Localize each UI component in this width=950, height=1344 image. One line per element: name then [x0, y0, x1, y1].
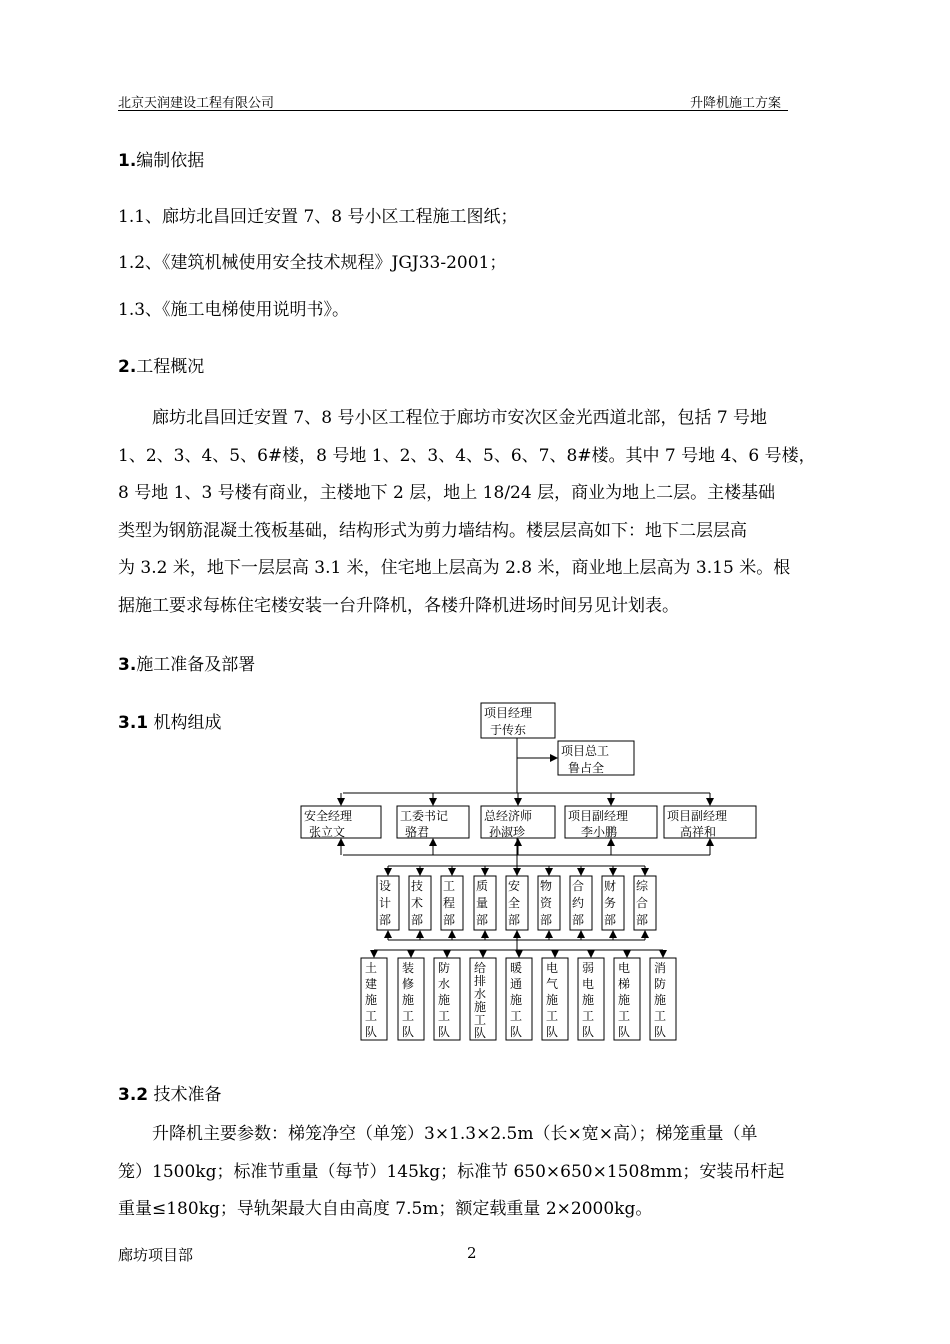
org-box-label: 物资部 [540, 879, 553, 927]
org-box-line: 工委书记 [400, 809, 449, 823]
section-1-heading: 1.编制依据 [118, 151, 205, 171]
paragraph-line: 笼）1500kg；标准节重量（每节）145kg；标准节 650×650×1508mm；安装吊杆起 [118, 1161, 785, 1182]
footer-department: 廊坊项目部 [118, 1246, 194, 1264]
section-1-item-3: 1.3、《施工电梯使用说明书》。 [118, 300, 350, 320]
org-box-manager [301, 806, 381, 839]
org-box-label: 质量部 [476, 879, 489, 927]
org-box-label: 合约部 [572, 879, 585, 927]
org-box-manager [565, 806, 657, 839]
org-department-row [377, 876, 656, 930]
section-3-1-heading: 3.1 机构组成 [118, 713, 222, 733]
header-doc-title: 升降机施工方案 [690, 96, 782, 111]
org-box-manager [664, 806, 756, 839]
section-3-2-paragraph [118, 1116, 834, 1229]
org-box-team [542, 958, 568, 1040]
org-box-label: 工程部 [443, 879, 456, 927]
org-box-label: 弱电施工队 [582, 961, 595, 1039]
org-box-label: 装修施工队 [402, 961, 415, 1039]
org-box-label: 给排水施工队 [474, 961, 487, 1040]
org-box-department [506, 876, 528, 930]
org-box-label: 综合部 [636, 879, 649, 927]
org-box-department [474, 876, 496, 930]
org-box-manager [481, 806, 555, 839]
org-team-row [361, 958, 676, 1040]
org-manager-row [301, 806, 756, 839]
org-box-label: 设计部 [379, 879, 392, 927]
org-box-manager [397, 806, 469, 839]
paragraph-line: 升降机主要参数：梯笼净空（单笼）3×1.3×2.5m（长×宽×高）；梯笼重量（单 [118, 1124, 758, 1144]
org-box-department [570, 876, 592, 930]
org-box-line: 项目副经理 [667, 809, 728, 823]
section-3-heading: 3.施工准备及部署 [118, 655, 256, 675]
org-box-label: 防水施工队 [438, 961, 451, 1039]
header-company: 北京天润建设工程有限公司 [118, 96, 275, 111]
org-box-label: 暖通施工队 [510, 961, 523, 1039]
org-box-line: 高祥和 [680, 825, 717, 839]
org-box-label: 土建施工队 [365, 961, 378, 1039]
org-box-team [398, 958, 424, 1040]
org-box-line: 骆君 [405, 825, 430, 839]
org-box-department [377, 876, 399, 930]
org-box-team [578, 958, 604, 1040]
org-box-project-manager [481, 703, 555, 738]
paragraph-line: 类型为钢筋混凝土筏板基础，结构形式为剪力墙结构。楼层层高如下：地下二层层高 [118, 520, 747, 541]
org-box-line: 孙淑珍 [489, 825, 526, 839]
org-box-line: 项目总工 [561, 744, 610, 758]
org-box-line: 李小鹏 [581, 825, 618, 839]
org-box-line: 张立文 [309, 825, 346, 839]
paragraph-line: 1、2、3、4、5、6#楼，8 号地 1、2、3、4、5、6、7、8#楼。其中 7 号地 4、6 号楼， [118, 445, 816, 466]
org-box-label: 电气施工队 [546, 961, 559, 1039]
page-number: 2 [467, 1244, 477, 1262]
org-box-label: 电梯施工队 [618, 961, 631, 1039]
org-box-team [650, 958, 676, 1040]
org-box-team [434, 958, 460, 1040]
org-box-department [441, 876, 463, 930]
org-box-team [470, 958, 496, 1040]
org-box-line: 于传东 [490, 723, 527, 737]
org-box-chief-engineer [558, 741, 634, 775]
paragraph-line: 重量≤180kg；导轨架最大自由高度 7.5m；额定载重量 2×2000kg。 [118, 1199, 653, 1219]
paragraph-line: 为 3.2 米，地下一层层高 3.1 米，住宅地上层高为 2.8 米，商业地上层高为 3.15 米。根 [118, 558, 791, 578]
section-1-item-1: 1.1、廊坊北昌回迁安置 7、8 号小区工程施工图纸； [118, 207, 518, 227]
org-box-label: 安全部 [508, 879, 521, 927]
section-1-item-2: 1.2、《建筑机械使用安全技术规程》JGJ33-2001； [118, 253, 507, 273]
org-box-department [634, 876, 656, 930]
org-box-department [602, 876, 624, 930]
org-box-department [409, 876, 431, 930]
paragraph-line: 廊坊北昌回迁安置 7、8 号小区工程位于廊坊市安次区金光西道北部，包括 7 号地 [118, 408, 768, 428]
org-box-team [614, 958, 640, 1040]
org-box-line: 安全经理 [304, 809, 353, 823]
org-box-label: 技术部 [411, 879, 424, 927]
org-box-label: 消防施工队 [654, 961, 667, 1039]
section-2-heading: 2.工程概况 [118, 357, 205, 377]
paragraph-line: 8 号地 1、3 号楼有商业，主楼地下 2 层，地上 18/24 层，商业为地上二层。主楼基础 [118, 483, 776, 503]
org-box-line: 项目经理 [484, 706, 533, 720]
org-box-team [361, 958, 387, 1040]
org-box-department [538, 876, 560, 930]
org-box-line: 总经济师 [484, 809, 533, 823]
org-box-line: 鲁占全 [568, 761, 605, 775]
org-box-team [506, 958, 532, 1040]
paragraph-line: 据施工要求每栋住宅楼安装一台升降机，各楼升降机进场时间另见计划表。 [118, 595, 679, 616]
org-box-label: 财务部 [604, 879, 617, 927]
section-3-2-heading: 3.2 技术准备 [118, 1085, 222, 1105]
org-box-line: 项目副经理 [568, 809, 629, 823]
